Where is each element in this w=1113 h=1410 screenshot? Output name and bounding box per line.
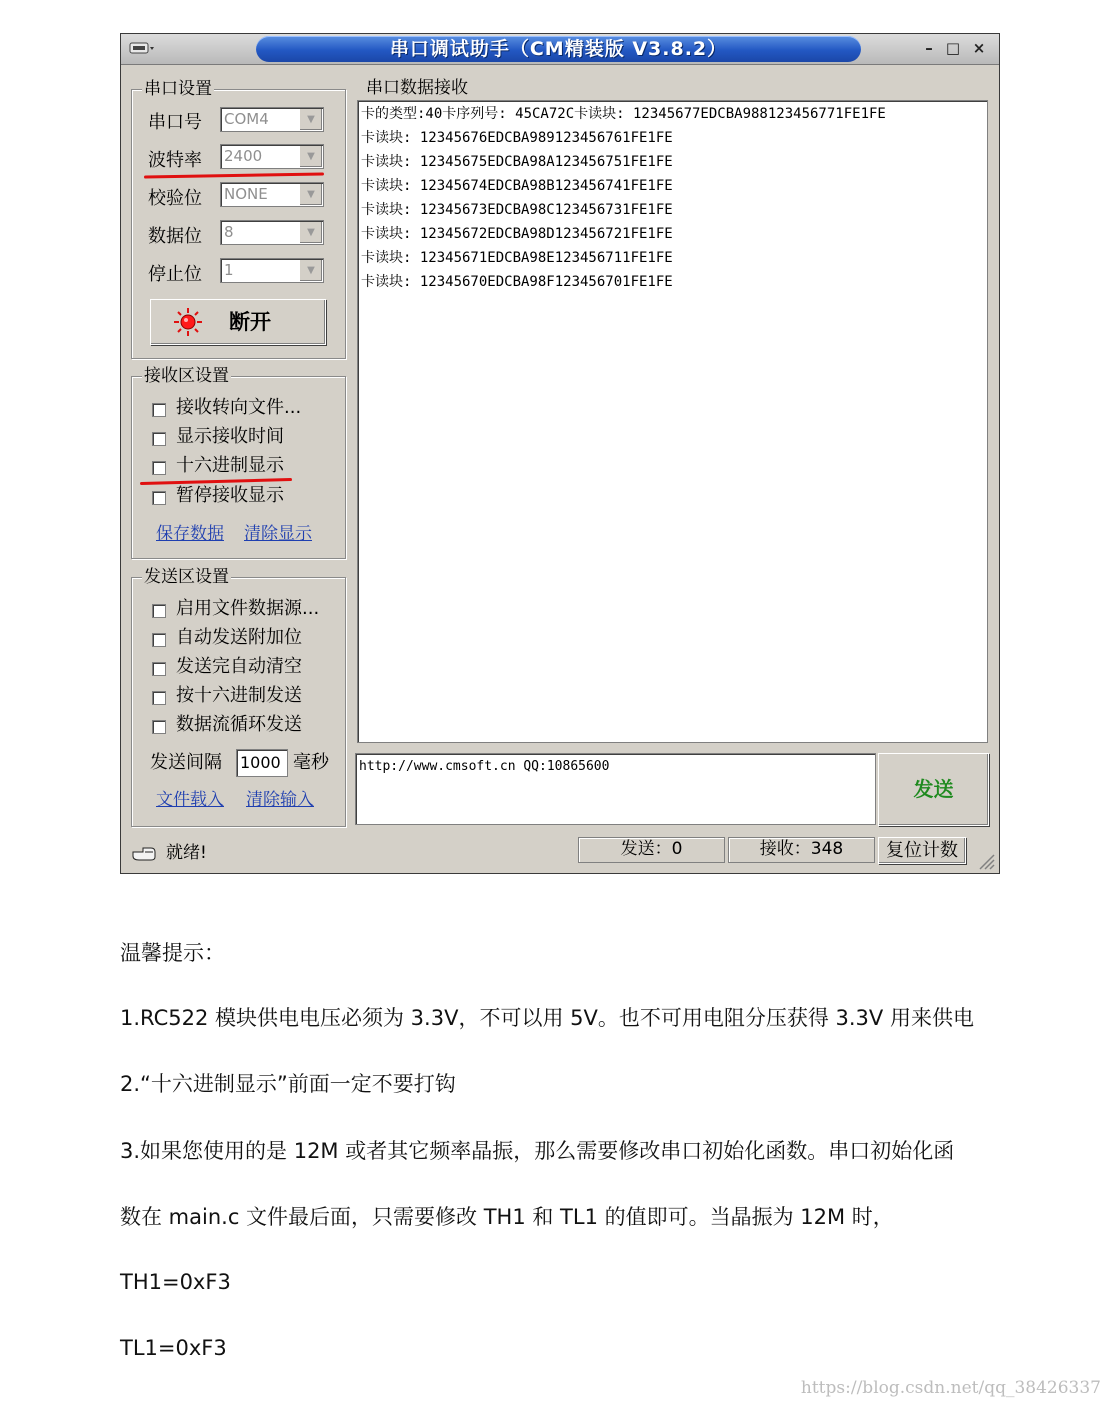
- receive-line: 卡读块: 12345670EDCBA98F123456701FE1FE: [361, 274, 673, 290]
- resize-grip-icon[interactable]: [977, 852, 995, 870]
- hex-display-checkbox[interactable]: [152, 461, 166, 475]
- receive-line: 卡读块: 12345673EDCBA98C123456731FE1FE: [361, 202, 673, 218]
- stop-bits-value: 1: [224, 261, 234, 279]
- received-count-panel: [728, 837, 875, 863]
- data-bits-label: 数据位: [148, 226, 202, 247]
- send-text: http://www.cmsoft.cn QQ:10865600: [359, 759, 610, 774]
- send-interval-label: 发送间隔: [150, 752, 222, 773]
- tip-line: 1.RC522 模块供电电压必须为 3.3V，不可以用 5V。也不可用电阻分压获得 3.3V 用来供电: [120, 1006, 974, 1030]
- close-button[interactable]: ×: [972, 39, 986, 57]
- receive-line: 卡读块: 12345672EDCBA98D123456721FE1FE: [361, 226, 673, 242]
- tip-line: TL1=0xF3: [120, 1336, 227, 1360]
- pause-receive-label: 暂停接收显示: [176, 485, 284, 506]
- receive-area-title: 串口数据接收: [366, 78, 468, 98]
- port-value: COM4: [224, 110, 269, 128]
- pause-receive-checkbox[interactable]: [152, 491, 166, 505]
- file-source-label: 启用文件数据源...: [176, 598, 320, 619]
- reset-count-button[interactable]: [878, 837, 966, 864]
- port-settings-title: 串口设置: [144, 79, 212, 99]
- parity-label: 校验位: [148, 188, 202, 209]
- send-settings-group: [131, 567, 346, 827]
- stop-bits-select[interactable]: [220, 258, 324, 283]
- serial-assistant-window: [120, 33, 1000, 874]
- send-settings-title: 发送区设置: [144, 567, 229, 587]
- clear-input-link[interactable]: 清除输入: [246, 790, 314, 810]
- loop-send-checkbox[interactable]: [152, 720, 166, 734]
- load-file-link[interactable]: 文件载入: [156, 790, 224, 810]
- disconnect-button[interactable]: [150, 299, 326, 345]
- receive-line: 卡的类型:40卡序列号: 45CA72C卡读块: 12345677EDCBA988123456771FE1FE: [361, 106, 886, 122]
- hex-send-checkbox[interactable]: [152, 691, 166, 705]
- save-data-link[interactable]: 保存数据: [156, 524, 224, 544]
- data-bits-value: 8: [224, 223, 234, 241]
- tip-line: 数在 main.c 文件最后面，只需要修改 TH1 和 TL1 的值即可。当晶振为 12M 时，: [120, 1205, 894, 1229]
- title-pill: [256, 36, 861, 62]
- red-underline-annotation: [144, 172, 324, 178]
- data-bits-select[interactable]: [220, 220, 324, 245]
- send-button[interactable]: [878, 753, 989, 826]
- parity-value: NONE: [224, 185, 268, 203]
- minimize-button[interactable]: –: [925, 39, 933, 57]
- received-count: 接收：348: [759, 839, 844, 859]
- send-textarea[interactable]: [355, 753, 876, 825]
- parity-select[interactable]: [220, 182, 324, 207]
- send-interval-unit: 毫秒: [293, 752, 329, 773]
- auto-clear-checkbox[interactable]: [152, 662, 166, 676]
- hex-send-label: 按十六进制发送: [176, 685, 302, 706]
- chevron-down-icon[interactable]: ▼: [299, 260, 322, 281]
- receive-line: 卡读块: 12345675EDCBA98A123456751FE1FE: [361, 154, 673, 170]
- maximize-button[interactable]: □: [945, 39, 961, 57]
- receive-line: 卡读块: 12345671EDCBA98E123456711FE1FE: [361, 250, 673, 266]
- tip-line: 3.如果您使用的是 12M 或者其它频率晶振，那么需要修改串口初始化函数。串口初始化函: [120, 1139, 955, 1163]
- auto-append-checkbox[interactable]: [152, 633, 166, 647]
- chevron-down-icon[interactable]: ▼: [299, 222, 322, 243]
- tip-line: 2.“十六进制显示”前面一定不要打钩: [120, 1072, 456, 1096]
- redirect-to-file-checkbox[interactable]: [152, 403, 166, 417]
- tip-heading: 温馨提示：: [120, 941, 225, 965]
- send-interval-input[interactable]: [236, 749, 288, 777]
- port-select[interactable]: [220, 107, 324, 132]
- title-bar: [121, 34, 999, 65]
- file-source-checkbox[interactable]: [152, 604, 166, 618]
- sent-count: 发送：0: [620, 839, 683, 859]
- loop-send-label: 数据流循环发送: [176, 714, 302, 735]
- red-underline-annotation: [140, 478, 292, 485]
- receive-settings-group: [131, 366, 346, 559]
- port-label: 串口号: [148, 112, 202, 133]
- receive-textarea[interactable]: [357, 100, 988, 743]
- auto-clear-label: 发送完自动清空: [176, 656, 302, 677]
- show-receive-time-label: 显示接收时间: [176, 426, 284, 447]
- baud-select[interactable]: [220, 144, 324, 169]
- sent-count-panel: [578, 837, 725, 863]
- clear-display-link[interactable]: 清除显示: [244, 524, 312, 544]
- redirect-to-file-label: 接收转向文件...: [176, 397, 302, 418]
- baud-value: 2400: [224, 147, 263, 165]
- status-bar: [121, 834, 999, 873]
- stop-bits-label: 停止位: [148, 264, 202, 285]
- send-button-label: 发送: [913, 777, 954, 801]
- receive-settings-title: 接收区设置: [144, 366, 229, 386]
- pointing-hand-icon: [131, 844, 157, 862]
- send-interval-value: 1000: [240, 753, 281, 772]
- chevron-down-icon[interactable]: ▼: [299, 184, 322, 205]
- red-light-icon: [173, 307, 203, 337]
- port-settings-group: [131, 79, 346, 359]
- disconnect-label: 断开: [229, 310, 271, 334]
- status-ready-text: 就绪!: [166, 843, 207, 863]
- chevron-down-icon[interactable]: ▼: [299, 109, 322, 130]
- receive-line: 卡读块: 12345676EDCBA989123456761FE1FE: [361, 130, 673, 146]
- window-title: 串口调试助手（CM精装版 V3.8.2）: [389, 38, 728, 60]
- baud-label: 波特率: [148, 150, 202, 171]
- watermark: https://blog.csdn.net/qq_38426337: [800, 1378, 1101, 1398]
- hex-display-label: 十六进制显示: [176, 455, 284, 476]
- auto-append-label: 自动发送附加位: [176, 627, 302, 648]
- app-menu-icon[interactable]: [129, 40, 155, 56]
- reset-count-label: 复位计数: [886, 840, 958, 861]
- show-receive-time-checkbox[interactable]: [152, 432, 166, 446]
- tip-line: TH1=0xF3: [120, 1270, 231, 1294]
- receive-line: 卡读块: 12345674EDCBA98B123456741FE1FE: [361, 178, 673, 194]
- chevron-down-icon[interactable]: ▼: [299, 146, 322, 167]
